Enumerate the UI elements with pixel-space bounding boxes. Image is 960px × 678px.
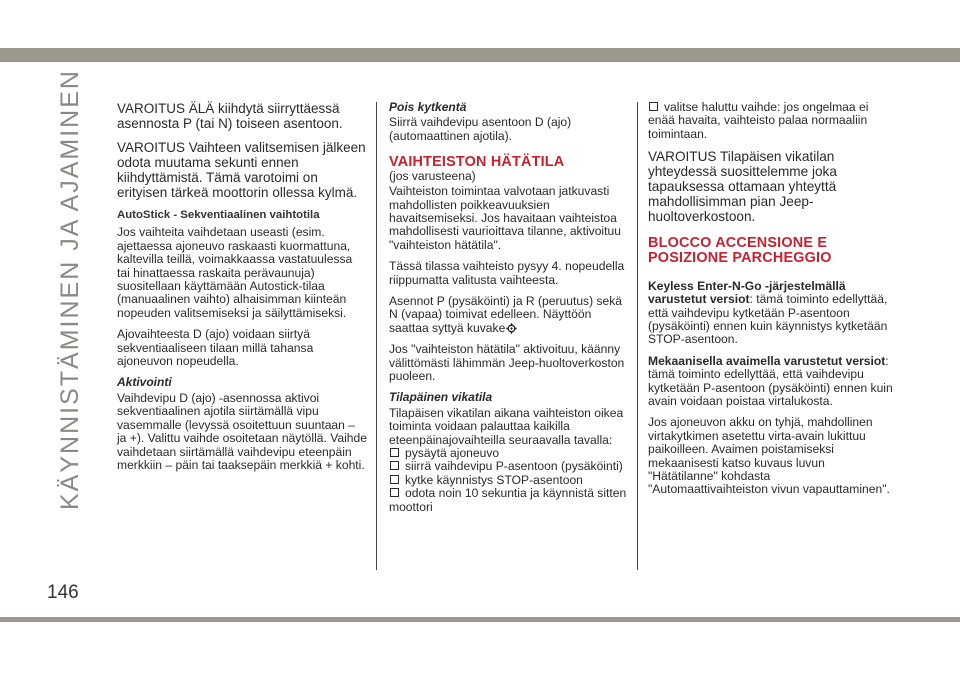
top-decor-strip	[0, 48, 960, 62]
list-item: kytke käynnistys STOP-asentoon	[389, 474, 633, 487]
list-item: valitse haluttu vaihde: jos ongelmaa ei enää havaita, vaihteisto palaa normaaliin toimintaan.	[648, 100, 869, 141]
hatatila-paragraph-4: Jos "vaihteiston hätätila" aktivoituu, käänny välittömästi lähimmän Jeep-huoltoverkoston puoleen.	[389, 342, 625, 383]
tilapainen-heading: Tilapäinen vikatila	[389, 390, 493, 405]
blocco-heading-line-1: BLOCCO ACCENSIONE E	[648, 235, 828, 252]
pois-kytkenta-heading: Pois kytkentä	[389, 100, 467, 114]
recovery-steps-list	[389, 447, 633, 514]
checkbox-bullet-icon	[390, 461, 399, 470]
aktivointi-paragraph: Vaihdevipu D (ajo) -asennossa aktivoi sekventiaalinen ajotila siirtämällä vipu vasemmalle (levyssä osoitettuun suuntaan – ja +). Valittu vaihde osoitetaan näytöllä. Vaihde vaihdetaan siirtämällä vaihdevipu eteenpäin merkkiin – päin tai taaksepäin merkkiä + kohti.	[117, 390, 367, 472]
keyless-paragraph	[648, 280, 893, 347]
battery-paragraph: Jos ajoneuvon akku on tyhjä, mahdollinen virtakytkimen asetettu virta-avain lukittuu paikoilleen. Avaimen poistamiseksi mekaanisesti katso kuvaus luvun "Hätätilanne" kohdasta "Automaattivaihteiston vivun vapauttaminen".	[648, 415, 890, 497]
list-item: odota noin 10 sekuntia ja käynnistä sitten moottori	[389, 486, 627, 514]
hatatila-heading: VAIHTEISTON HÄTÄTILA	[389, 154, 565, 171]
bottom-margin	[0, 622, 960, 678]
hatatila-paragraph-3-text: Asennot P (pysäköinti) ja R (peruutus) sekä N (vapaa) toimivat edelleen. Näyttöön saattaa syttyä kuvake	[389, 293, 623, 335]
blocco-heading-line-2: POSIZIONE PARCHEGGIO	[648, 249, 832, 266]
column-3	[648, 101, 893, 505]
autostick-paragraph-1: Jos vaihteita vaihdetaan useasti (esim. ajettaessa ajoneuvo raskaasti kuormattuna, kaltevilla teillä, voimakkaassa vastatuulessa tai hinattaessa raskaita perävaunuja) suositellaan käyttämään Autostick-tilaa (manuaalinen vaihto) alhaisimman kiinteän nopeuden valitsemiseksi ja säilyttämiseksi.	[117, 225, 353, 320]
checkbox-bullet-icon	[390, 448, 399, 457]
transmission-warning-icon	[506, 323, 517, 334]
checkbox-bullet-icon	[390, 475, 399, 484]
autostick-paragraph-2: Ajovaihteesta D (ajo) voidaan siirtyä sekventiaaliseen tilaan millä tahansa ajoneuvon nopeudella.	[117, 327, 314, 369]
mekaaninen-text: : tämä toiminto edellyttää, että vaihdevipu kytketään P-asentoon (pysäköinti) ennen kuin avain voidaan poistaa virtalukosta.	[648, 353, 893, 408]
column-1	[117, 101, 367, 480]
checkbox-bullet-icon	[649, 102, 658, 111]
keyless-text: : tämä toiminto edellyttää, että vaihdevipu kytketään P-asentoon (pysäköinti) ennen kuin käynnistys kytketään STOP-asentoon.	[648, 292, 888, 347]
warning-wait-before-accelerating: VAROITUS Vaihteen valitsemisen jälkeen odota muutama sekunti ennen kiihdyttämistä. Tämä varotoimi on erityisen tärkeä moottorin ollessa kylmä.	[117, 140, 366, 200]
warning-temporary-fault: VAROITUS Tilapäisen vikatilan yhteydessä suosittelemme joka tapauksessa ottamaan yhteyttä mahdollisimman pian Jeep-huoltoverkostoon.	[648, 149, 837, 225]
hatatila-note: (jos varusteena)	[389, 168, 476, 183]
mekaaninen-label: Mekaanisella avaimella varustetut versiot	[648, 353, 886, 368]
keyless-label: Keyless Enter-N-Go -järjestelmällä varustetut versiot	[648, 278, 846, 307]
page-number: 146	[47, 582, 79, 603]
top-margin	[0, 0, 960, 42]
mekaaninen-paragraph	[648, 355, 893, 409]
hatatila-paragraph-3	[389, 295, 633, 335]
column-2	[389, 101, 633, 514]
autostick-heading: AutoStick - Sekventiaalinen vaihtotila	[117, 209, 320, 221]
warning-acceleration: VAROITUS ÄLÄ kiihdytä siirryttäessä asennosta P (tai N) toiseen asentoon.	[117, 101, 343, 131]
list-item: siirrä vaihdevipu P-asentoon (pysäköinti)	[389, 460, 633, 473]
checkbox-bullet-icon	[390, 488, 399, 497]
chapter-title: KÄYNNISTÄMINEN JA AJAMINEN	[56, 69, 84, 510]
column-divider-2	[637, 102, 638, 570]
tilapainen-paragraph: Tilapäisen vikatilan aikana vaihteiston oikea toiminta voidaan palauttaa kaikilla eteenpäinajovaihteilla seuraavalla tavalla:	[389, 405, 624, 447]
pois-kytkenta-paragraph: Siirrä vaihdevipu asentoon D (ajo) (automaattinen ajotila).	[389, 115, 572, 143]
list-item: pysäytä ajoneuvo	[389, 447, 633, 460]
hatatila-paragraph-1: Vaihteiston toimintaa valvotaan jatkuvasti mahdollisten poikkeavuuksien havaitsemiseksi. Jos havaitaan vaihteistoa mahdollisesti vaurioittava tilanne, aktivoituu "vaihteiston hätätila".	[389, 184, 621, 252]
hatatila-paragraph-2: Tässä tilassa vaihteisto pysyy 4. nopeudella riippumatta valitusta vaihteesta.	[389, 259, 625, 287]
column-divider-1	[376, 102, 377, 570]
aktivointi-heading: Aktivointi	[117, 375, 172, 390]
